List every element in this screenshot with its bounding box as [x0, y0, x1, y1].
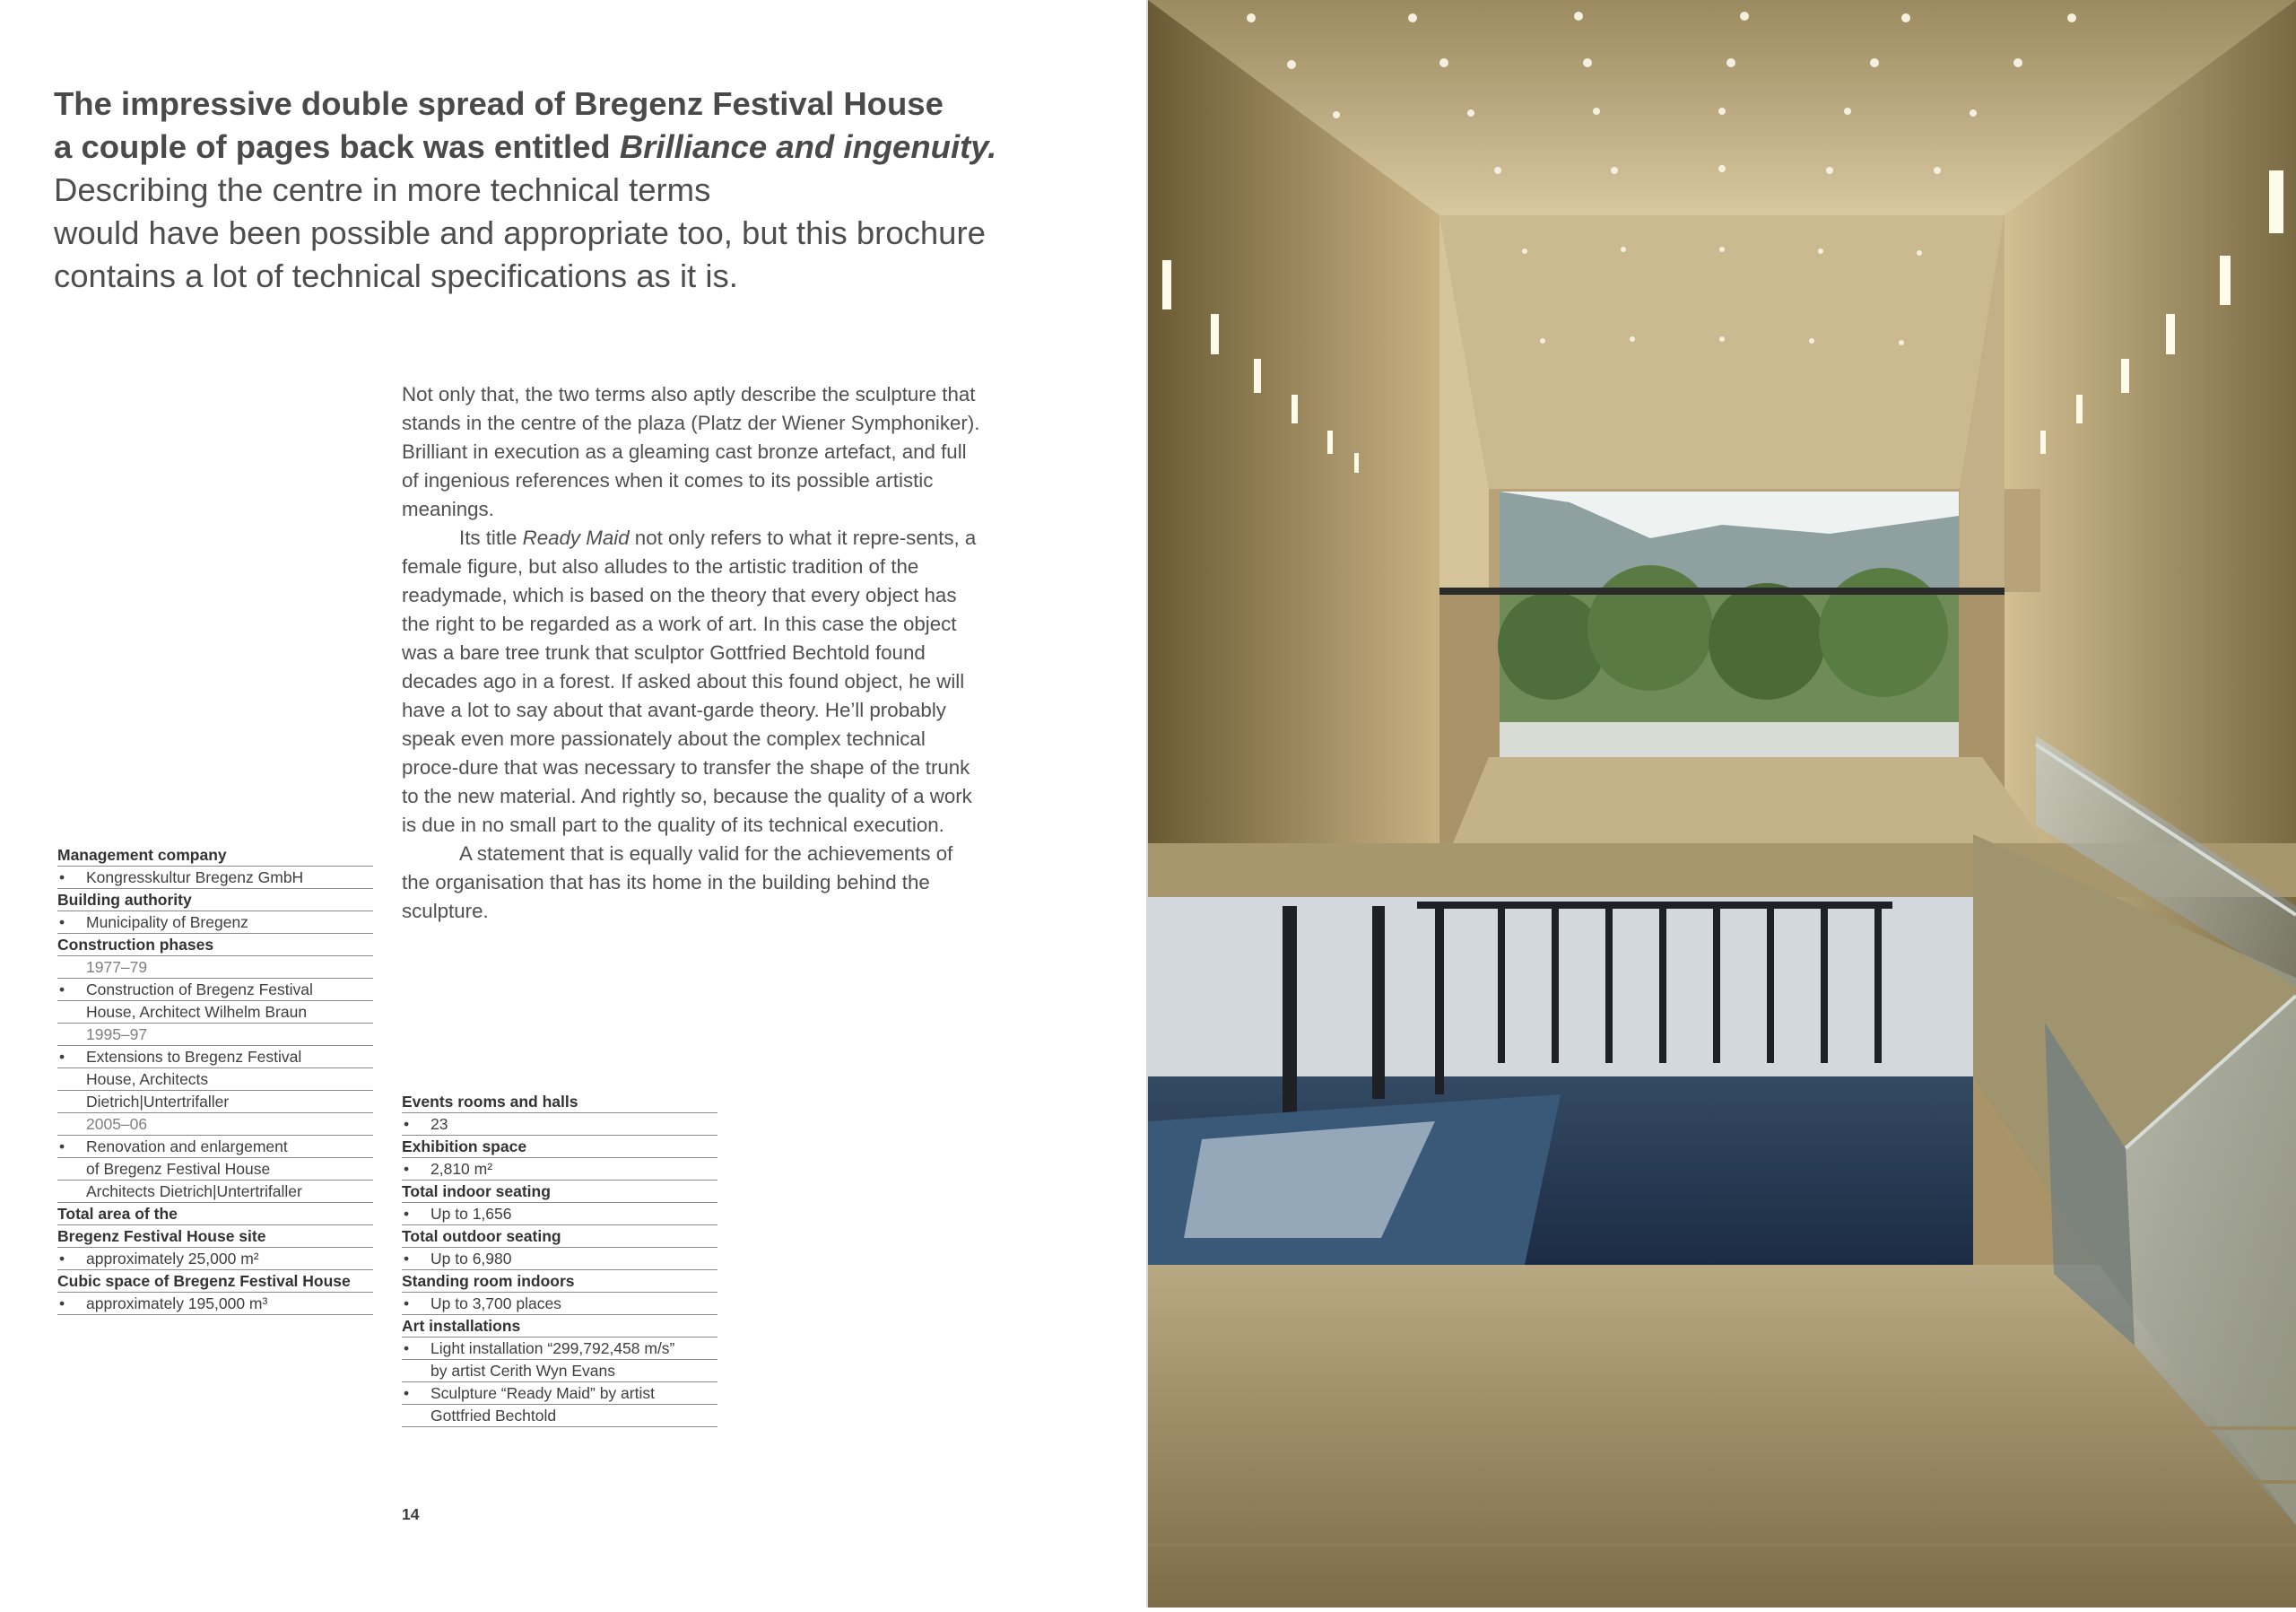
fact-item — [402, 1203, 718, 1225]
intro-line-2-text: a couple of pages back was entitled — [54, 128, 620, 165]
foyer-photo-illustration — [1148, 0, 2296, 1608]
fact-heading-text: Total indoor seating — [402, 1182, 551, 1200]
fact-item-text: House, Architects — [86, 1070, 209, 1088]
intro-line-5: contains a lot of technical specifications as it is. — [54, 257, 738, 294]
fact-item — [402, 1158, 718, 1181]
fact-item-text: of Bregenz Festival House — [86, 1160, 271, 1178]
bullet-icon: • — [59, 1294, 65, 1312]
bullet-icon: • — [404, 1115, 410, 1133]
fact-heading — [57, 1225, 373, 1248]
body-paragraph-1: Not only that, the two terms also aptly describe the sculpture that stands in the centre of the plaza (Platz der Wiener Symphoniker). Brilliant in execution as a gleaming cast bronze artefact, and full of ingenious references when it comes to its possible artistic meanings. — [402, 383, 980, 520]
fact-date — [57, 956, 373, 979]
fact-heading — [57, 889, 373, 911]
fact-heading-text: Exhibition space — [402, 1137, 527, 1155]
fact-item-continuation — [57, 1091, 373, 1113]
fact-item-text: Municipality of Bregenz — [86, 913, 248, 931]
intro-line-3: Describing the centre in more technical terms — [54, 171, 711, 208]
bullet-icon: • — [404, 1160, 410, 1178]
fact-item — [402, 1113, 718, 1136]
fact-item-text: Gottfried Bechtold — [430, 1407, 557, 1425]
fact-item — [402, 1382, 718, 1405]
fact-heading-text: Events rooms and halls — [402, 1093, 578, 1111]
fact-item — [57, 867, 373, 889]
fact-item-continuation — [57, 1068, 373, 1091]
fact-heading-text: Total outdoor seating — [402, 1227, 561, 1245]
bullet-icon: • — [404, 1250, 410, 1268]
fact-item-text: approximately 195,000 m³ — [86, 1294, 268, 1312]
fact-item-text: Architects Dietrich|Untertrifaller — [86, 1182, 302, 1200]
intro-line-1: The impressive double spread of Bregenz Festival House — [54, 85, 944, 122]
fact-date — [57, 1024, 373, 1046]
bullet-icon: • — [59, 980, 65, 998]
fact-heading — [402, 1136, 718, 1158]
fact-heading — [402, 1270, 718, 1293]
sculpture-title-italic: Ready Maid — [522, 527, 630, 549]
fact-date-text: 1977–79 — [86, 958, 148, 976]
body-paragraph-2 — [402, 524, 985, 840]
fact-item-text: Up to 6,980 — [430, 1250, 512, 1268]
fact-heading-text: Standing room indoors — [402, 1272, 575, 1290]
bullet-icon: • — [59, 913, 65, 931]
fact-item — [57, 1136, 373, 1158]
architecture-photo — [1148, 0, 2296, 1608]
fact-item-continuation — [57, 1158, 373, 1181]
fact-item-text: 23 — [430, 1115, 448, 1133]
fact-item — [57, 979, 373, 1001]
fact-heading — [57, 844, 373, 867]
fact-heading — [402, 1091, 718, 1113]
fact-item — [402, 1293, 718, 1315]
intro-line-4: would have been possible and appropriate too, but this brochure — [54, 214, 986, 251]
fact-item-text: Up to 1,656 — [430, 1205, 512, 1223]
fact-item-continuation — [402, 1405, 718, 1427]
fact-item-text: Construction of Bregenz Festival — [86, 980, 313, 998]
fact-item — [57, 1248, 373, 1270]
fact-item-text: Dietrich|Untertrifaller — [86, 1093, 230, 1111]
fact-item — [402, 1248, 718, 1270]
fact-item-text: Light installation “299,792,458 m/s” — [430, 1339, 675, 1357]
fact-heading-text: Art installations — [402, 1317, 521, 1335]
fact-item-text: Kongresskultur Bregenz GmbH — [86, 868, 304, 886]
fact-heading — [57, 934, 373, 956]
fact-heading-text: Bregenz Festival House site — [57, 1227, 266, 1245]
fact-date-text: 2005–06 — [86, 1115, 148, 1133]
body-text — [402, 380, 985, 926]
page-number: 14 — [402, 1505, 420, 1523]
fact-date-text: 1995–97 — [86, 1025, 148, 1043]
left-page — [0, 0, 1148, 1608]
fact-heading — [402, 1181, 718, 1203]
fact-item-text: by artist Cerith Wyn Evans — [430, 1362, 616, 1380]
fact-item-text: Extensions to Bregenz Festival — [86, 1048, 302, 1066]
intro-title-italic: Brilliance and ingenuity. — [619, 128, 997, 165]
facts-list-left — [57, 844, 373, 1315]
fact-heading — [57, 1203, 373, 1225]
fact-item-text: Up to 3,700 places — [430, 1294, 561, 1312]
intro-line-2 — [54, 126, 1094, 169]
body-paragraph-3: A statement that is equally valid for the achievements of the organisation that has its home in the building behind the sculpture. — [402, 842, 953, 922]
facts-list-right — [402, 1091, 718, 1427]
bullet-icon: • — [59, 1137, 65, 1155]
fact-item — [57, 911, 373, 934]
fact-item — [57, 1293, 373, 1315]
bullet-icon: • — [404, 1205, 410, 1223]
bullet-icon: • — [59, 1048, 65, 1066]
fact-item-text: Renovation and enlargement — [86, 1137, 288, 1155]
fact-heading — [402, 1315, 718, 1338]
fact-date — [57, 1113, 373, 1136]
fact-heading-text: Total area of the — [57, 1205, 178, 1223]
fact-heading-text: Cubic space of Bregenz Festival House — [57, 1272, 351, 1290]
body-paragraph-2-rest: not only refers to what it repre-sents, a female figure, but also alludes to the artistic tradition of the readymade, which is based on the theory that every object has the right to be regarded as a work of art. In this case the object was a bare tree trunk that sculptor Gottfried Bechtold found decades ago in a forest. If asked about this found object, he will have a lot to say about that avant-garde theory. He’ll probably speak even more passionately about the complex technical proce-dure that was necessary to transfer the shape of the trunk to the new material. And rightly so, because the quality of a work is due in no small part to the quality of its technical execution. — [402, 527, 977, 836]
fact-heading-text: Building authority — [57, 891, 192, 909]
fact-heading-text: Construction phases — [57, 936, 214, 954]
body-paragraph-2-start: Its title — [459, 527, 523, 549]
fact-heading — [57, 1270, 373, 1293]
bullet-icon: • — [404, 1339, 410, 1357]
fact-item-text: 2,810 m² — [430, 1160, 493, 1178]
bullet-icon: • — [404, 1294, 410, 1312]
fact-item-continuation — [402, 1360, 718, 1382]
fact-item-text: approximately 25,000 m² — [86, 1250, 259, 1268]
fact-item — [402, 1338, 718, 1360]
fact-item-text: House, Architect Wilhelm Braun — [86, 1003, 308, 1021]
bullet-icon: • — [59, 868, 65, 886]
fact-item-continuation — [57, 1181, 373, 1203]
bullet-icon: • — [59, 1250, 65, 1268]
fact-heading — [402, 1225, 718, 1248]
intro-paragraph — [54, 83, 1094, 298]
fact-item-text: Sculpture “Ready Maid” by artist — [430, 1384, 655, 1402]
fact-item — [57, 1046, 373, 1068]
fact-item-continuation — [57, 1001, 373, 1024]
bullet-icon: • — [404, 1384, 410, 1402]
fact-heading-text: Management company — [57, 846, 227, 864]
